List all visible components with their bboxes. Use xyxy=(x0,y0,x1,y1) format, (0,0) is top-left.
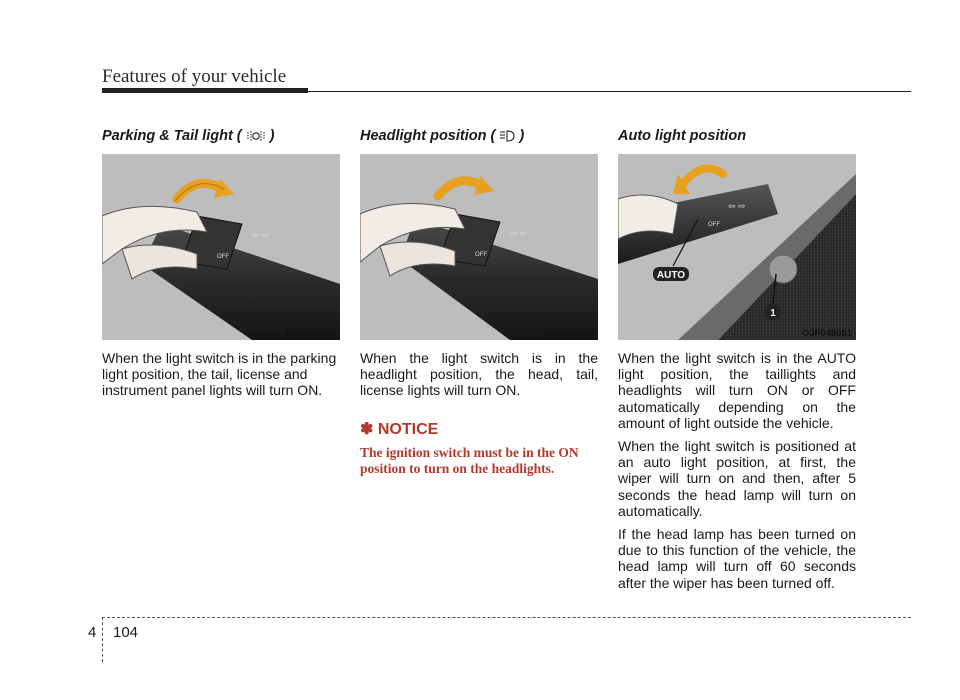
light-switch-illustration xyxy=(102,154,340,340)
paragraph: When the light switch is in the parking light position, the tail, license and instrument panel lights will turn ON. xyxy=(102,350,337,399)
heading-text: Parking & Tail light ( xyxy=(102,128,242,144)
section-parking-tail-light xyxy=(102,126,340,406)
headlight-icon xyxy=(498,129,516,143)
paragraph: If the head lamp has been turned on due to this function of the vehicle, the head lamp will turn off 60 seconds after the wiper has been turned off. xyxy=(618,526,856,591)
heading-text: Headlight position ( xyxy=(360,128,496,144)
footer-rule xyxy=(102,617,911,618)
footer-divider xyxy=(102,617,103,662)
auto-light-illustration xyxy=(618,154,856,340)
paragraph: When the light switch is positioned at an auto light position, at first, the wiper will turn on and then, after 5 seconds the head lamp will turn on automatically. xyxy=(618,438,856,519)
svg-text:OFF: OFF xyxy=(475,252,487,258)
section-headlight-position xyxy=(360,126,598,477)
section-body xyxy=(618,350,856,591)
page-header-title: Features of your vehicle xyxy=(102,66,287,87)
notice-text: The ignition switch must be in the ON position to turn on the headlights. xyxy=(360,444,579,476)
paragraph: When the light switch is in the AUTO light position, the taillights and headlights will turn ON or OFF automatically depending on the amount of light outside the vehicle. xyxy=(618,350,856,431)
figure-headlight xyxy=(360,154,598,340)
section-heading: Auto light position xyxy=(618,128,747,144)
page-number: 104 xyxy=(113,624,139,641)
figure-code: OJF045051 xyxy=(801,328,852,339)
figure-parking-light xyxy=(102,154,340,340)
svg-text:⇦ ⇨: ⇦ ⇨ xyxy=(728,201,746,211)
auto-label: AUTO xyxy=(656,270,686,281)
header-rule xyxy=(102,91,911,92)
parking-light-icon xyxy=(245,129,267,143)
chapter-number: 4 xyxy=(88,624,97,641)
callout-number: 1 xyxy=(770,308,776,319)
figure-code: OJF045047 xyxy=(285,328,336,339)
section-auto-light xyxy=(618,126,856,598)
light-switch-illustration xyxy=(360,154,598,340)
svg-text:OFF: OFF xyxy=(708,222,720,228)
section-body xyxy=(360,350,598,399)
figure-code: OJF045049 xyxy=(543,328,594,339)
paragraph: When the light switch is in the headlight position, the head, tail, license lights will turn ON. xyxy=(360,350,598,399)
heading-suffix: ) xyxy=(269,128,275,144)
figure-auto-light xyxy=(618,154,856,340)
svg-text:⇦ ⇨: ⇦ ⇨ xyxy=(510,228,528,238)
svg-text:⇦ ⇨: ⇦ ⇨ xyxy=(252,230,270,240)
section-heading xyxy=(360,126,598,146)
section-heading xyxy=(102,126,340,146)
notice-title: ✽ NOTICE xyxy=(360,420,439,438)
svg-text:OFF: OFF xyxy=(217,254,229,260)
heading-suffix: ) xyxy=(519,128,525,144)
section-body xyxy=(102,350,340,399)
